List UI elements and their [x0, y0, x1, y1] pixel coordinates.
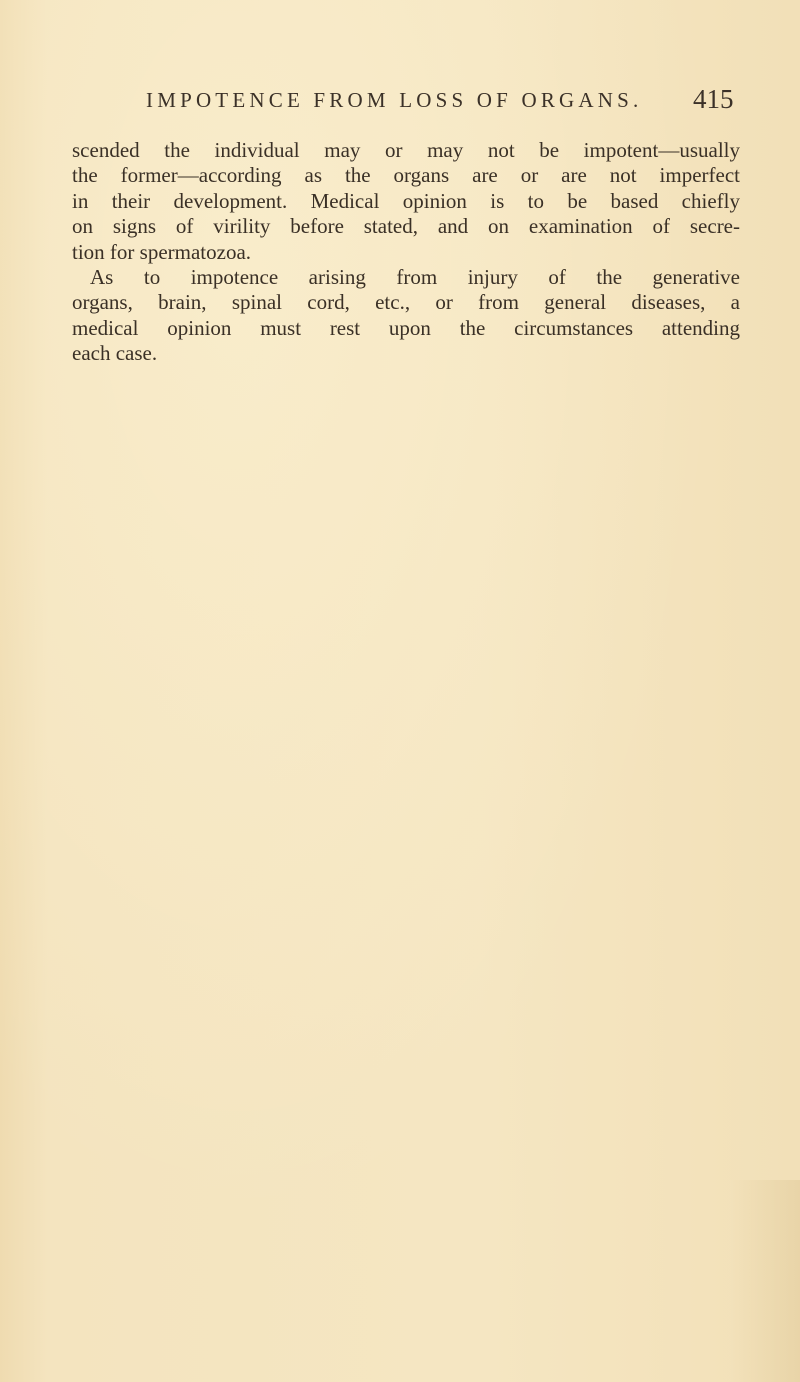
running-head: [146, 84, 746, 118]
text-line: As to impotence arising from injury of the generative: [90, 265, 740, 290]
text-line: scended the individual may or may not be impotent—usually: [72, 138, 740, 162]
body-text: [72, 138, 740, 367]
page-edge-shading: [730, 1180, 800, 1382]
running-title: IMPOTENCE FROM LOSS OF ORGANS.: [146, 88, 643, 112]
text-line: the former—according as the organs are or are not imperfect: [72, 163, 740, 188]
text-line: each case.: [72, 341, 158, 366]
text-line: tion for spermatozoa.: [72, 239, 252, 264]
text-line: organs, brain, spinal cord, etc., or from general diseases, a: [72, 290, 740, 315]
text-line: on signs of virility before stated, and on examination of secre-: [72, 214, 740, 239]
text-line: medical opinion must rest upon the circumstances attending: [72, 315, 740, 340]
page-number: 415: [693, 84, 734, 114]
text-line: in their development. Medical opinion is to be based chiefly: [72, 188, 740, 213]
